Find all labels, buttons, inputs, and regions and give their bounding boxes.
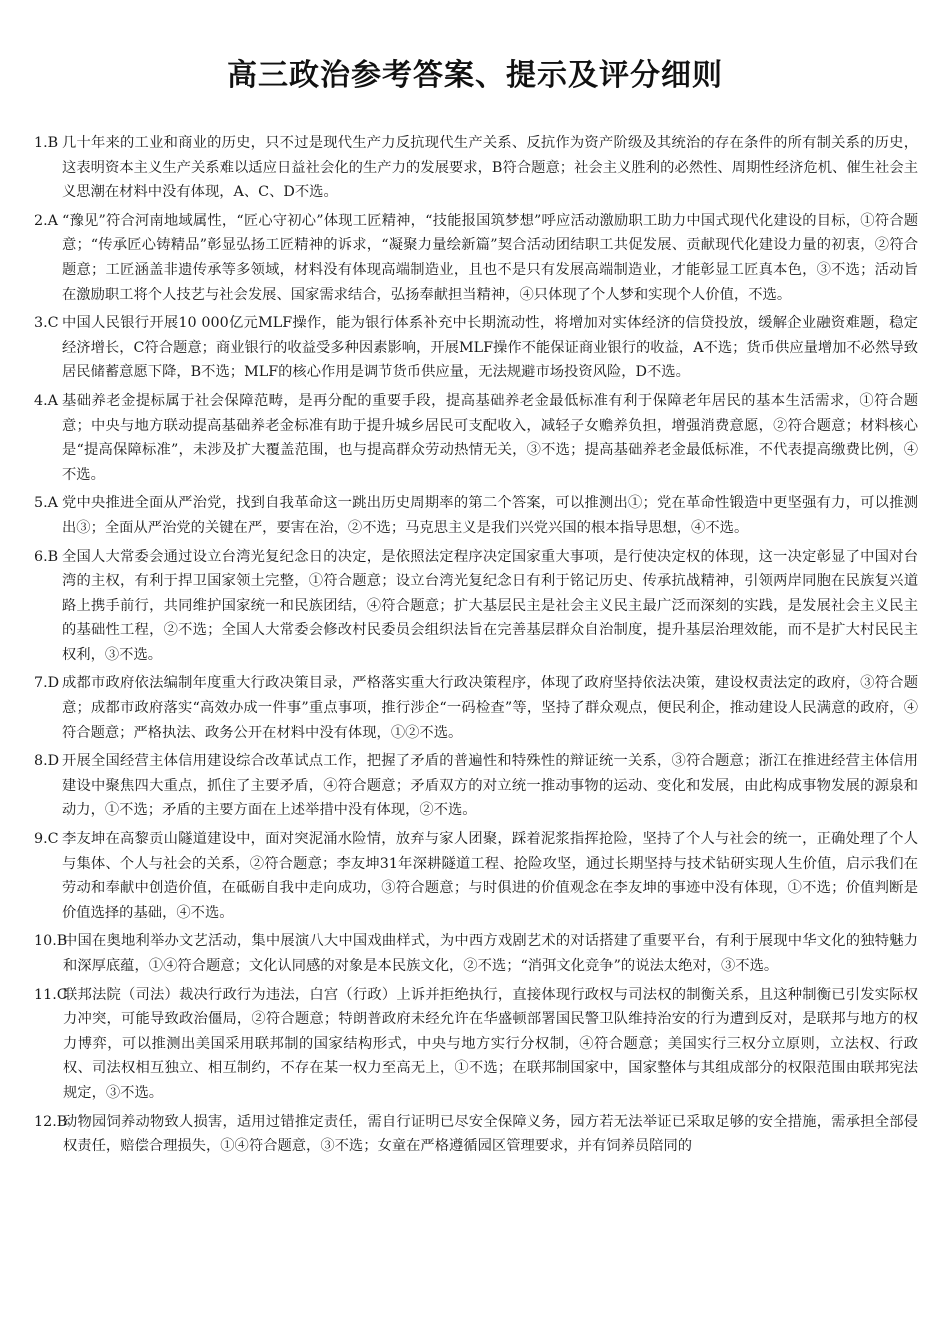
answer-explanation: 成都市政府依法编制年度重大行政决策目录，严格落实重大行政决策程序，体现了政府坚持依法决策，建设权责法定的政府，③符合题意；成都市政府落实“高效办成一件事”重点事项，推行涉企“一码检查”等，坚持了群众观点，便民利企，推动建设人民满意的政府，④符合题意；严格执法、政务公开在材料中没有体现，①②不选。 xyxy=(62,675,918,741)
answer-item xyxy=(34,491,918,540)
answer-explanation: 全国人大常委会通过设立台湾光复纪念日的决定，是依照法定程序决定国家重大事项，是行使决定权的体现，这一决定彰显了中国对台湾的主权，有利于捍卫国家领土完整，①符合题意；设立台湾光复纪念日有利于铭记历史、传承抗战精神，引领两岸同胞在民族复兴道路上携手前行，共同维护国家统一和民族团结，④符合题意；扩大基层民主是社会主义民主最广泛而深刻的实践，是发展社会主义民主的基础性工程，②不选；全国人大常委会修改村民委员会组织法旨在完善基层群众自治制度，提升基层治理效能，而不是扩大村民民主权利，③不选。 xyxy=(62,548,918,663)
answer-number: 10.B xyxy=(34,933,68,950)
answer-number: 1.B xyxy=(34,135,59,151)
answer-number: 7.D xyxy=(34,675,60,692)
answer-item xyxy=(34,389,918,487)
answer-item xyxy=(34,545,918,668)
answer-number: 12.B xyxy=(34,1113,68,1130)
answer-explanation: 李友坤在高黎贡山隧道建设中，面对突泥涌水险情，放弃与家人团聚，踩着泥浆指挥抢险，坚持了个人与社会的统一，正确处理了个人与集体、个人与社会的关系，②符合题意；李友坤31年深耕隧道工程、抢险攻坚，通过长期坚持与技术钻研实现人生价值，启示我们在劳动和奉献中创造价值，在砥砺自我中走向成功，③符合题意；与时俱进的价值观念在李友坤的事迹中没有体现，①不选；价值判断是价值选择的基础，④不选。 xyxy=(62,831,918,921)
answer-item xyxy=(34,209,918,307)
answer-item xyxy=(34,929,918,978)
answer-number: 11.C xyxy=(34,986,68,1003)
answer-number: 8.D xyxy=(34,753,60,770)
answer-explanation: 联邦法院（司法）裁决行政行为违法，白宫（行政）上诉并拒绝执行，直接体现行政权与司法权的制衡关系，且这种制衡已引发实际权力冲突，可能导致政治僵局，②符合题意；特朗普政府未经允许在华盛顿部署国民警卫队维持治安的行为遭到反对，是联邦与地方的权力博弈，可以推测出美国采用联邦制的国家结构形式，中央与地方实行分权制，④符合题意；美国实行三权分立原则，立法权、行政权、司法权相互独立、相互制约，不存在某一权力至高无上，①不选；在联邦制国家中，国家整体与其组成部分的权限范围由联邦宪法规定，③不选。 xyxy=(63,986,918,1101)
answer-explanation: 几十年来的工业和商业的历史，只不过是现代生产力反抗现代生产关系、反抗作为资产阶级及其统治的存在条件的所有制关系的历史，这表明资本主义生产关系难以适应日益社会化的生产力的发展要求，B符合题意；社会主义胜利的必然性、周期性经济危机、催生社会主义思潮在材料中没有体现，A、C、D不选。 xyxy=(62,135,918,201)
answer-item xyxy=(34,131,918,205)
answer-explanation: “豫见”符合河南地域属性，“匠心守初心”体现工匠精神，“技能报国筑梦想”呼应活动激励职工助力中国式现代化建设的目标，①符合题意；“传承匠心铸精品”彰显弘扬工匠精神的诉求，“凝聚力量绘新篇”契合活动团结职工共促发展、贡献现代化建设力量的初衷，②符合题意；工匠涵盖非遗传承等多领域，材料没有体现高端制造业，且也不是只有发展高端制造业，才能彰显工匠真本色，③不选；活动旨在激励职工将个人技艺与社会发展、国家需求结合，弘扬奉献担当精神，④只体现了个人梦和实现个人价值，不选。 xyxy=(62,212,918,303)
answer-number: 2.A xyxy=(34,212,58,229)
answer-number: 9.C xyxy=(34,831,59,848)
answer-list xyxy=(34,131,918,1163)
page-title: 高三政治参考答案、提示及评分细则 xyxy=(227,58,723,93)
answer-explanation: 基础养老金提标属于社会保障范畴，是再分配的重要手段，提高基础养老金最低标准有利于保障老年居民的基本生活需求，①符合题意；中央与地方联动提高基础养老金标准有助于提升城乡居民可支配收入，减轻子女赡养负担，增强消费意愿，②符合题意；材料核心是“提高保障标准”，未涉及扩大覆盖范围，也与提高群众劳动热情无关，③不选；提高基础养老金最低标准，不代表提高缴费比例，④不选。 xyxy=(62,392,918,483)
answer-item xyxy=(34,1110,918,1159)
answer-number: 5.A xyxy=(34,495,58,512)
answer-item xyxy=(34,983,918,1106)
answer-number: 3.C xyxy=(34,315,59,332)
answer-number: 6.B xyxy=(34,548,59,565)
answer-explanation: 开展全国经营主体信用建设综合改革试点工作，把握了矛盾的普遍性和特殊性的辩证统一关系，③符合题意；浙江在推进经营主体信用建设中聚焦四大重点，抓住了主要矛盾，④符合题意；矛盾双方的对立统一推动事物的运动、变化和发展，由此构成事物发展的源泉和动力，①不选；矛盾的主要方面在上述举措中没有体现，②不选。 xyxy=(62,753,918,819)
answer-item xyxy=(34,749,918,823)
answer-item xyxy=(34,671,918,745)
answer-number: 4.A xyxy=(34,392,58,409)
answer-item xyxy=(34,827,918,925)
answer-item xyxy=(34,311,918,385)
answer-explanation: 党中央推进全面从严治党，找到自我革命这一跳出历史周期率的第二个答案，可以推测出①；党在革命性锻造中更坚强有力，可以推测出③；全面从严治党的关键在严，要害在治，②不选；马克思主义是我们兴党兴国的根本指导思想，④不选。 xyxy=(62,495,918,536)
answer-explanation: 动物园饲养动物致人损害，适用过错推定责任，需自行证明已尽安全保障义务，园方若无法举证已采取足够的安全措施，需承担全部侵权责任，赔偿合理损失，①④符合题意，③不选；女童在严格遵循园区管理要求，并有饲养员陪同的 xyxy=(63,1113,918,1155)
answer-explanation: 中国人民银行开展10 000亿元MLF操作，能为银行体系补充中长期流动性，将增加对实体经济的信贷投放，缓解企业融资难题，稳定经济增长，C符合题意；商业银行的收益受多种因素影响，开展MLF操作不能保证商业银行的收益，A不选；货币供应量增加不必然导致居民储蓄意愿下降，B不选；MLF的核心作用是调节货币供应量，无法规避市场投资风险，D不选。 xyxy=(62,315,918,381)
answer-explanation: 中国在奥地利举办文艺活动，集中展演八大中国戏曲样式，为中西方戏剧艺术的对话搭建了重要平台，有利于展现中华文化的独特魅力和深厚底蕴，①④符合题意；文化认同感的对象是本民族文化，②不选；“消弭文化竞争”的说法太绝对，③不选。 xyxy=(63,933,918,974)
